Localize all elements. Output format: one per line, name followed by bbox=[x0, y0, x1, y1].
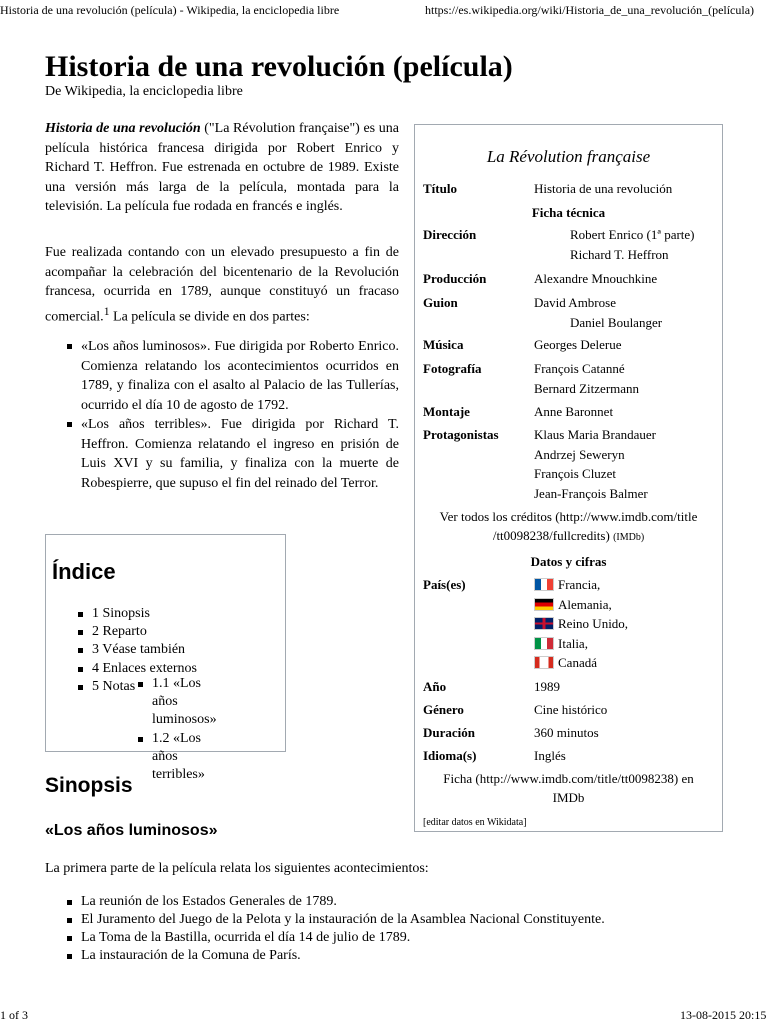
intro-text: ("La Révolution française") es una película histórica francesa dirigida por Robert Enrico y Richard T. Heffron. Fue estrenada en octubre de 1989. Existe una versión más larga de la película, montada para la televisión. La película fue rodada en francés e inglés. bbox=[45, 121, 399, 214]
infobox-label: Idioma(s) bbox=[423, 748, 477, 763]
list-item: La Toma de la Bastilla, ocurrida el día 14 de julio de 1789. bbox=[63, 929, 743, 947]
infobox-value: 1989 bbox=[534, 679, 560, 694]
toc-item-reparto[interactable]: 2 Reparto bbox=[92, 624, 147, 640]
toc-item-notas[interactable]: 5 Notas bbox=[92, 678, 136, 694]
italy-flag-icon bbox=[534, 637, 554, 650]
credits-text: Ver todos los créditos (http://www.imdb.com/title bbox=[439, 509, 698, 524]
print-footer-page: 1 of 3 bbox=[0, 1008, 28, 1022]
infobox-label: Duración bbox=[423, 725, 475, 740]
country-link-francia[interactable]: Francia, bbox=[558, 577, 601, 592]
events-list bbox=[63, 893, 743, 965]
infobox-value: Alexandre Mnouchkine bbox=[534, 271, 658, 286]
infobox bbox=[414, 124, 723, 832]
toc-item-terribles[interactable]: 1.2 «Los años terribles» bbox=[152, 730, 205, 783]
infobox-label: Género bbox=[423, 702, 464, 717]
reference-1-link[interactable]: 1 bbox=[103, 304, 110, 318]
country-list bbox=[534, 575, 628, 673]
infobox-value: Jean-François Balmer bbox=[534, 486, 648, 501]
edit-wikidata-link[interactable]: [editar datos en Wikidata] bbox=[423, 817, 527, 828]
budget-text: Fue realizada contando con un elevado presupuesto a fin de acompañar la celebración del bicentenario de la Revolución francesa, ocurrida en 1789, aunque constituyó un fracaso comercial. bbox=[45, 245, 399, 325]
credits-imdb: (IMDb) bbox=[613, 532, 645, 543]
toc-item-enlaces[interactable]: 4 Enlaces externos bbox=[92, 660, 197, 676]
infobox-value: Anne Baronnet bbox=[534, 404, 614, 419]
infobox-label: Dirección bbox=[423, 227, 477, 242]
infobox-section-ficha-tecnica: Ficha técnica bbox=[531, 205, 606, 220]
toc-item-sinopsis[interactable]: 1 Sinopsis bbox=[92, 606, 150, 621]
country-link-alemania[interactable]: Alemania, bbox=[558, 596, 612, 612]
page-title: Historia de una revolución (película) bbox=[45, 50, 513, 83]
intro-bold-title: Historia de una revolución bbox=[45, 121, 201, 136]
infobox-value: Daniel Boulanger bbox=[570, 315, 663, 330]
imdb-link-text: IMDb bbox=[552, 790, 585, 805]
print-header-title: Historia de una revolución (película) - Wikipedia, la enciclopedia libre bbox=[0, 3, 340, 17]
infobox-title: La Révolution française bbox=[486, 147, 651, 166]
infobox-label: Fotografía bbox=[423, 361, 482, 376]
print-header-url: https://es.wikipedia.org/wiki/Historia_de_una_revolución_(película) bbox=[425, 3, 755, 17]
infobox-value: François Catanné bbox=[534, 361, 625, 376]
toc-item-luminosos[interactable]: 1.1 «Los años luminosos» bbox=[152, 676, 217, 728]
infobox-value: Bernard Zitzermann bbox=[534, 381, 640, 396]
infobox-label: Música bbox=[423, 337, 464, 352]
credits-text: /tt0098238/fullcredits) bbox=[492, 528, 610, 543]
infobox-imdb-link[interactable] bbox=[415, 769, 722, 807]
infobox-value: Klaus Maria Brandauer bbox=[534, 427, 657, 442]
infobox-label: Guion bbox=[423, 295, 458, 310]
budget-paragraph bbox=[45, 243, 399, 327]
infobox-value: François Cluzet bbox=[534, 466, 616, 481]
infobox-label: País(es) bbox=[423, 577, 466, 592]
imdb-link-text: Ficha (http://www.imdb.com/title/tt0098238) en bbox=[443, 771, 694, 786]
infobox-label: Título bbox=[423, 181, 457, 196]
country-link-italia[interactable]: Italia, bbox=[558, 635, 588, 651]
infobox-value: Historia de una revolución bbox=[534, 181, 673, 196]
infobox-label: Montaje bbox=[423, 404, 470, 419]
uk-flag-icon bbox=[534, 617, 554, 630]
infobox-value: Georges Delerue bbox=[534, 337, 622, 352]
infobox-label: Protagonistas bbox=[423, 427, 499, 442]
france-flag-icon bbox=[534, 578, 554, 591]
section-heading-sinopsis: Sinopsis bbox=[45, 774, 133, 797]
list-item: La instauración de la Comuna de París. bbox=[63, 947, 743, 965]
infobox-value: Cine histórico bbox=[534, 702, 608, 717]
list-item: La reunión de los Estados Generales de 1789. bbox=[63, 893, 743, 911]
infobox-value: Robert Enrico (1ª parte) bbox=[570, 227, 695, 242]
infobox-section-datos: Datos y cifras bbox=[530, 554, 607, 569]
country-link-reino-unido[interactable]: Reino Unido, bbox=[558, 616, 629, 631]
country-link-canada[interactable]: Canadá bbox=[558, 655, 597, 670]
infobox-value: David Ambrose bbox=[534, 295, 616, 310]
list-item: «Los años terribles». Fue dirigida por Richard T. Heffron. Comienza relatando el ingreso en prisión de Luis XVI y su familia, y finaliza con la muerte de Robespierre, que supuso el fin del reinado del Terror. bbox=[63, 415, 399, 493]
subsection-heading-luminosos: «Los años luminosos» bbox=[45, 822, 218, 839]
toc-item-vease[interactable]: 3 Véase también bbox=[92, 642, 186, 658]
canada-flag-icon bbox=[534, 656, 554, 669]
germany-flag-icon bbox=[534, 598, 554, 611]
list-item: El Juramento del Juego de la Pelota y la instauración de la Asamblea Nacional Constituyente. bbox=[63, 911, 743, 929]
list-item: «Los años luminosos». Fue dirigida por Roberto Enrico. Comienza relatando los acontecimientos ocurridos en 1789, y finaliza con el asalto al Palacio de las Tullerías, ocurrido el día 10 de agosto de 1792. bbox=[63, 337, 399, 415]
infobox-label: Producción bbox=[423, 271, 487, 286]
luminosos-intro: La primera parte de la película relata los siguientes acontecimientos: bbox=[45, 861, 429, 876]
parts-list bbox=[63, 337, 399, 493]
table-of-contents bbox=[45, 534, 286, 783]
budget-text-end: La película se divide en dos partes: bbox=[109, 309, 310, 325]
infobox-label: Año bbox=[423, 679, 447, 694]
infobox-value: 360 minutos bbox=[534, 725, 599, 740]
toc-title: Índice bbox=[52, 559, 116, 584]
infobox-value: Inglés bbox=[534, 748, 566, 763]
page-subtitle: De Wikipedia, la enciclopedia libre bbox=[45, 84, 243, 99]
infobox-credits-link[interactable] bbox=[415, 507, 722, 547]
infobox-value: Andrzej Seweryn bbox=[534, 447, 625, 462]
intro-paragraph bbox=[45, 119, 399, 217]
infobox-value: Richard T. Heffron bbox=[570, 247, 669, 262]
print-footer-datetime: 13-08-2015 20:15 bbox=[680, 1008, 767, 1022]
